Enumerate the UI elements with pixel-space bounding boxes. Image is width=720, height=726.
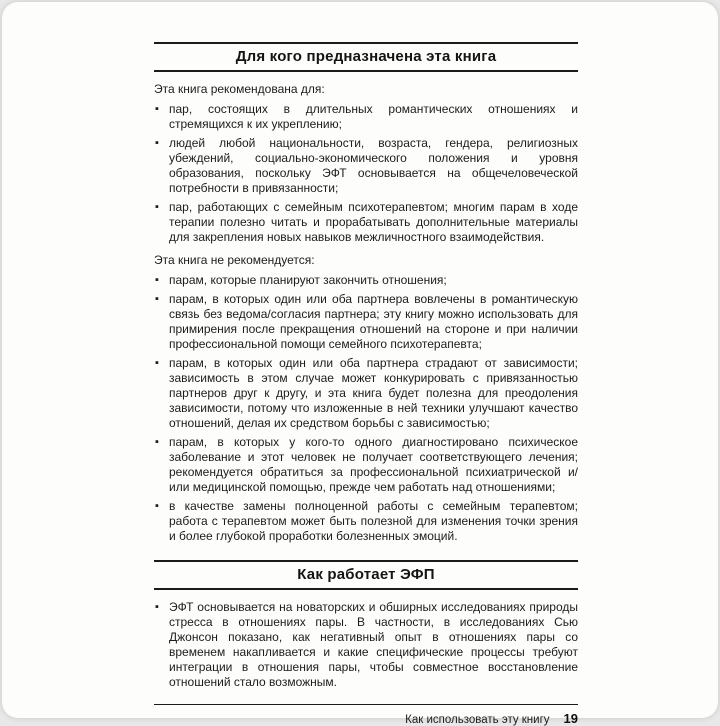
list-item: ▪ в качестве замены полноценной работы с семейным терапевтом; работа с терапевтом может быть полезной для изменения точки зрения и более глубокой проработки болезненных эмоций. [154,499,578,544]
list-item: ▪ пар, состоящих в длительных романтических отношениях и стремящихся к их укреплению; [154,102,578,132]
list-item: ▪ парам, в которых у кого-то одного диагностировано психическое заболевание и этот человек не получает соответствующего лечения; рекомендуется обратиться за профессиональной психиатрической и/или медицинской помощью, прежде чем работать над отношениями; [154,435,578,495]
list-item: ▪ парам, в которых один или оба партнера вовлечены в романтическую связь без ведома/согласия партнера; эту книгу можно использовать для примирения после прекращения отношений на стороне и при наличии профессиональной помощи семейного психотерапевта; [154,292,578,352]
intro-not-recommended: Эта книга не рекомендуется: [154,253,315,267]
book-page [2,2,718,726]
list-item: ▪ парам, в которых один или оба партнера страдают от зависимости; зависимость в этом случае может конкурировать с привязанностью партнеров друг к другу, и эта книга будет полезна для преодоления зависимости, потому что изложенные в ней техники улучшают качество отношений, делая их средством борьбы с зависимостью; [154,356,578,431]
section-title-audience: Для кого предназначена эта книга [235,48,497,65]
list-item: ▪ ЭФТ основывается на новаторских и обширных исследованиях природы стресса в отношениях пары. В частности, в исследованиях Сью Джонсон показано, как негативный опыт в отношениях пары со временем накапливается и какие специфические процессы требуют интеграции в отношения пары, чтобы совместное восстановление отношений стало возможным. [154,600,578,690]
list-item: ▪ пар, работающих с семейным психотерапевтом; многим парам в ходе терапии полезно читать и прорабатывать дополнительные материалы для закрепления новых навыков межличностного взаимодействия. [154,200,578,245]
not-recommended-list [154,273,578,544]
page-footer [154,704,578,726]
section-heading-audience [154,42,578,72]
running-footer-title: Как использовать эту книгу [405,714,550,726]
section-heading-how-it-works [154,560,578,590]
intro-recommended: Эта книга рекомендована для: [154,82,325,96]
list-item: ▪ парам, которые планируют закончить отношения; [154,273,578,288]
recommended-list [154,102,578,245]
section-title-how-it-works: Как работает ЭФП [297,566,435,583]
page-content [154,42,578,726]
list-item: ▪ людей любой национальности, возраста, гендера, религиозных убеждений, социально-экономического положения и уровня образования, поскольку ЭФТ основывается на общечеловеческой потребности в привязанности; [154,136,578,196]
page-number: 19 [563,711,578,726]
how-it-works-list [154,600,578,690]
